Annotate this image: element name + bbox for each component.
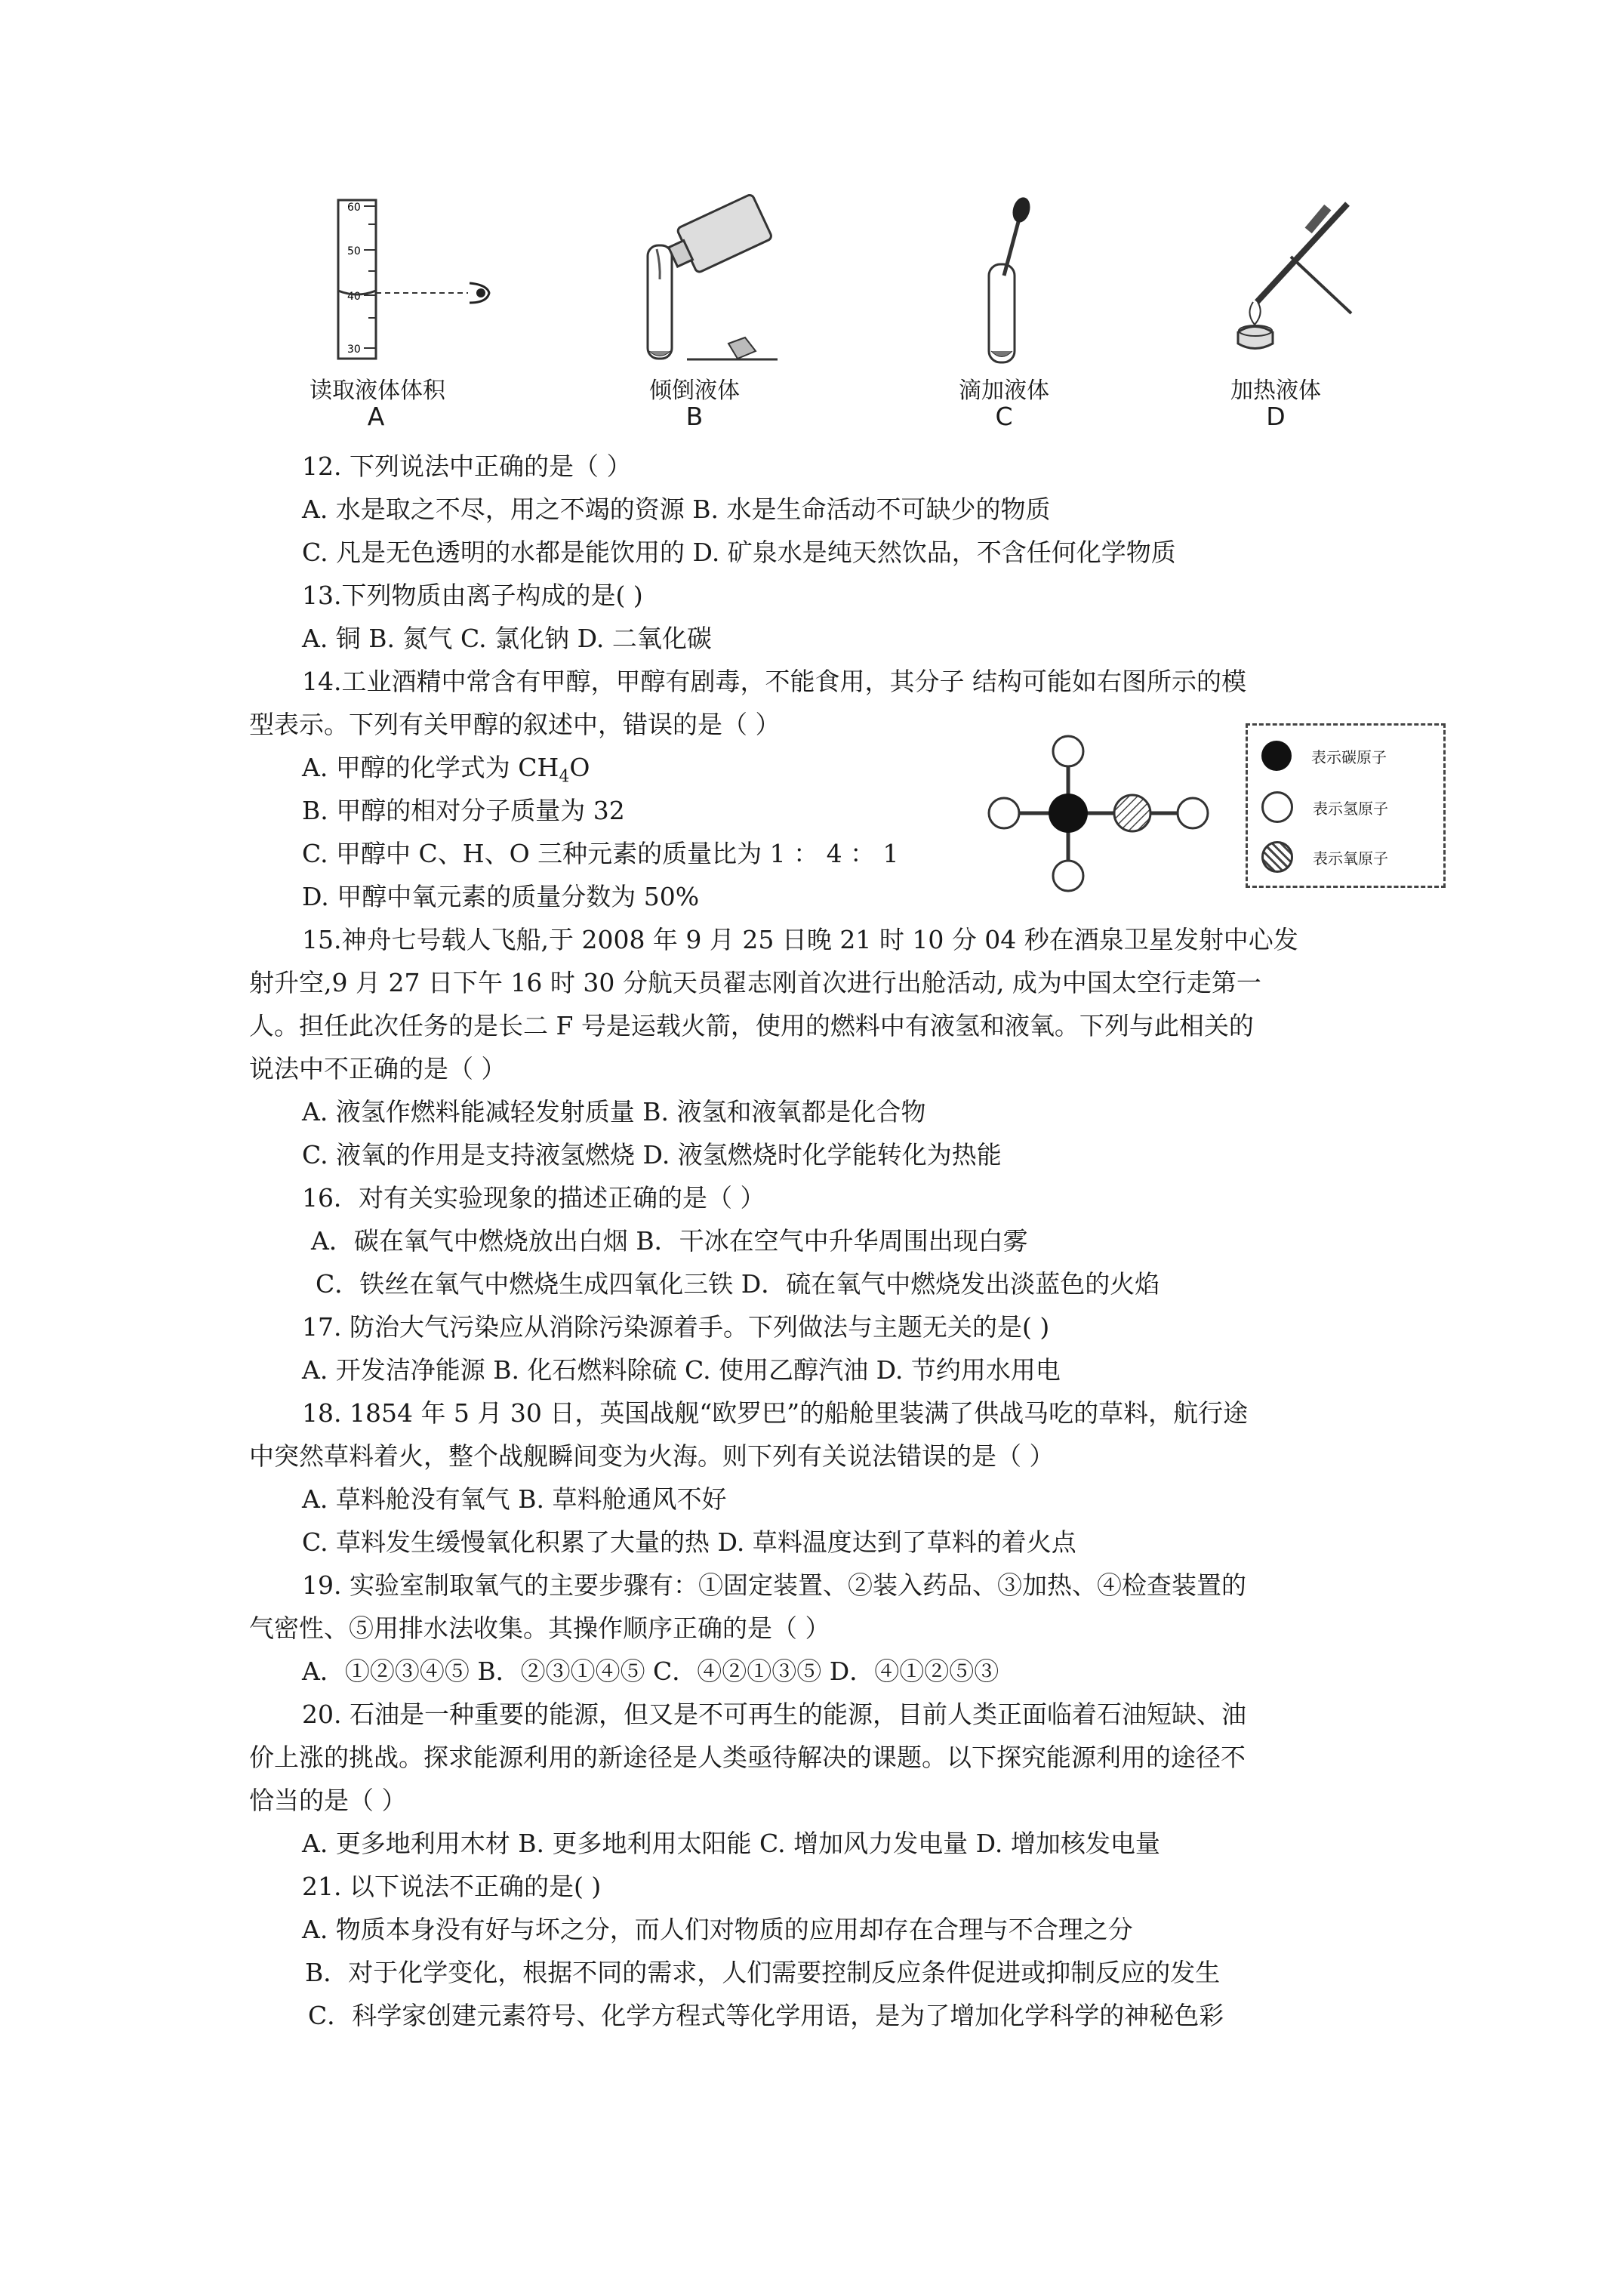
tick-40: 40	[347, 291, 361, 303]
caption-a: 读取液体体积	[310, 378, 445, 404]
q12-options-ab: A. 水是取之不尽，用之不竭的资源 B. 水是生命活动不可缺少的物质	[302, 495, 1051, 524]
methanol-molecule-model	[981, 721, 1230, 902]
legend-oxygen-label: 表示氧原子	[1313, 849, 1388, 868]
tick-60: 60	[347, 202, 361, 214]
caption-c: 滴加液体	[959, 378, 1049, 404]
figure-heat-liquid	[1200, 189, 1381, 366]
q19-options: A．①②③④⑤ B．②③①④⑤ C．④②①③⑤ D．④①②⑤③	[302, 1657, 999, 1686]
q19-line2: 气密性、⑤用排水法收集。其操作顺序正确的是（ ）	[249, 1613, 830, 1643]
q12-options-cd: C. 凡是无色透明的水都是能饮用的 D. 矿泉水是纯天然饮品，不含任何化学物质	[302, 538, 1176, 567]
figure-pour-liquid	[627, 189, 800, 366]
carbon-atom-icon	[1261, 741, 1292, 771]
molecule-legend	[1246, 723, 1446, 888]
q19-line1: 19. 实验室制取氧气的主要步骤有：①固定装置、②装入药品、③加热、④检查装置的	[302, 1570, 1246, 1600]
q20-line1: 20. 石油是一种重要的能源，但又是不可再生的能源，目前人类正面临着石油短缺、油	[302, 1700, 1246, 1729]
q20-line3: 恰当的是（ ）	[249, 1786, 407, 1815]
q21-option-b: B．对于化学变化，根据不同的需求，人们需要控制反应条件促进或抑制反应的发生	[305, 1958, 1221, 1987]
q15-options-cd: C. 液氧的作用是支持液氢燃烧 D. 液氢燃烧时化学能转化为热能	[302, 1140, 1002, 1170]
q15-line4: 说法中不正确的是（ ）	[249, 1054, 507, 1083]
q14-option-d: D. 甲醇中氧元素的质量分数为 50%	[302, 882, 700, 911]
figure-read-volume	[325, 193, 506, 366]
q15-line3: 人。担任此次任务的是长二 F 号是运载火箭，使用的燃料中有液氢和液氧。下列与此相关的	[249, 1011, 1254, 1040]
tick-50: 50	[347, 245, 361, 257]
q14-option-b: B. 甲醇的相对分子质量为 32	[302, 796, 625, 825]
pouring-bottle-diagram	[627, 189, 800, 366]
letter-a: A	[367, 402, 385, 431]
q21-option-a: A. 物质本身没有好与坏之分，而人们对物质的应用却存在合理与不合理之分	[302, 1915, 1133, 1944]
legend-row-oxygen	[1261, 840, 1388, 874]
molecule-diagram	[981, 721, 1230, 902]
tick-30: 30	[347, 344, 361, 356]
oxygen-atom-icon	[1261, 841, 1293, 873]
q12-stem: 12. 下列说法中正确的是（ ）	[302, 451, 632, 481]
q14-stem-line1: 14.工业酒精中常含有甲醇，甲醇有剧毒，不能食用，其分子 结构可能如右图所示的模	[302, 667, 1246, 696]
q14-option-a-text: A. 甲醇的化学式为 CH	[302, 753, 559, 782]
q14-option-a-suffix: O	[569, 753, 590, 782]
heating-test-tube-diagram	[1200, 189, 1381, 366]
hydrogen-atom-icon	[1261, 791, 1293, 823]
graduated-cylinder-eye-diagram	[325, 193, 506, 366]
dropper-diagram	[951, 189, 1057, 366]
legend-carbon-label: 表示碳原子	[1311, 747, 1387, 766]
q17-stem: 17. 防治大气污染应从消除污染源着手。下列做法与主题无关的是( )	[302, 1312, 1050, 1342]
q16-options-ab: A．碳在氧气中燃烧放出白烟 B．干冰在空气中升华周围出现白雾	[311, 1226, 1028, 1256]
q18-line2: 中突然草料着火，整个战舰瞬间变为火海。则下列有关说法错误的是（ ）	[249, 1441, 1055, 1471]
legend-row-carbon	[1261, 739, 1387, 772]
q15-line2: 射升空,9 月 27 日下午 16 时 30 分航天员翟志刚首次进行出舱活动, 成为中国太空行走第一	[249, 968, 1261, 997]
q14-option-a	[302, 753, 590, 793]
q20-options: A. 更多地利用木材 B. 更多地利用太阳能 C. 增加风力发电量 D. 增加核发电量	[302, 1829, 1160, 1858]
caption-d: 加热液体	[1230, 378, 1321, 404]
q20-line2: 价上涨的挑战。探求能源利用的新途径是人类亟待解决的课题。以下探究能源利用的途径不	[249, 1743, 1246, 1772]
caption-b: 倾倒液体	[649, 378, 740, 404]
q13-options: A. 铜 B. 氮气 C. 氯化钠 D. 二氧化碳	[302, 624, 712, 653]
figure-drop-liquid	[951, 189, 1057, 366]
letter-b: B	[685, 402, 704, 431]
q21-stem: 21. 以下说法不正确的是( )	[302, 1872, 602, 1901]
q16-stem: 16．对有关实验现象的描述正确的是（ ）	[302, 1183, 765, 1213]
q15-line1: 15.神舟七号载人飞船,于 2008 年 9 月 25 日晚 21 时 10 分 04 秒在酒泉卫星发射中心发	[302, 925, 1298, 954]
letter-d: D	[1266, 402, 1286, 431]
letter-c: C	[995, 402, 1013, 431]
q17-options: A. 开发洁净能源 B. 化石燃料除硫 C. 使用乙醇汽油 D. 节约用水用电	[302, 1355, 1061, 1385]
q18-line1: 18. 1854 年 5 月 30 日，英国战舰“欧罗巴”的船舱里装满了供战马吃的草料，航行途	[302, 1398, 1249, 1428]
q13-stem: 13.下列物质由离子构成的是( )	[302, 581, 643, 610]
q18-options-ab: A. 草料舱没有氧气 B. 草料舱通风不好	[302, 1484, 727, 1514]
q16-options-cd: C．铁丝在氧气中燃烧生成四氧化三铁 D．硫在氧气中燃烧发出淡蓝色的火焰	[316, 1269, 1160, 1299]
q21-option-c: C．科学家创建元素符号、化学方程式等化学用语，是为了增加化学科学的神秘色彩	[308, 2001, 1224, 2030]
q14-stem-line2: 型表示。下列有关甲醇的叙述中，错误的是（ ）	[249, 710, 781, 739]
q14-option-c: C. 甲醇中 C、H、O 三种元素的质量比为 1 ： 4 ： 1	[302, 839, 899, 868]
legend-hydrogen-label: 表示氢原子	[1313, 799, 1388, 818]
legend-row-hydrogen	[1261, 791, 1388, 824]
q14-option-a-subscript: 4	[559, 767, 570, 787]
q15-options-ab: A. 液氢作燃料能减轻发射质量 B. 液氢和液氧都是化合物	[302, 1097, 926, 1126]
q18-options-cd: C. 草料发生缓慢氧化积累了大量的热 D. 草料温度达到了草料的着火点	[302, 1527, 1076, 1557]
